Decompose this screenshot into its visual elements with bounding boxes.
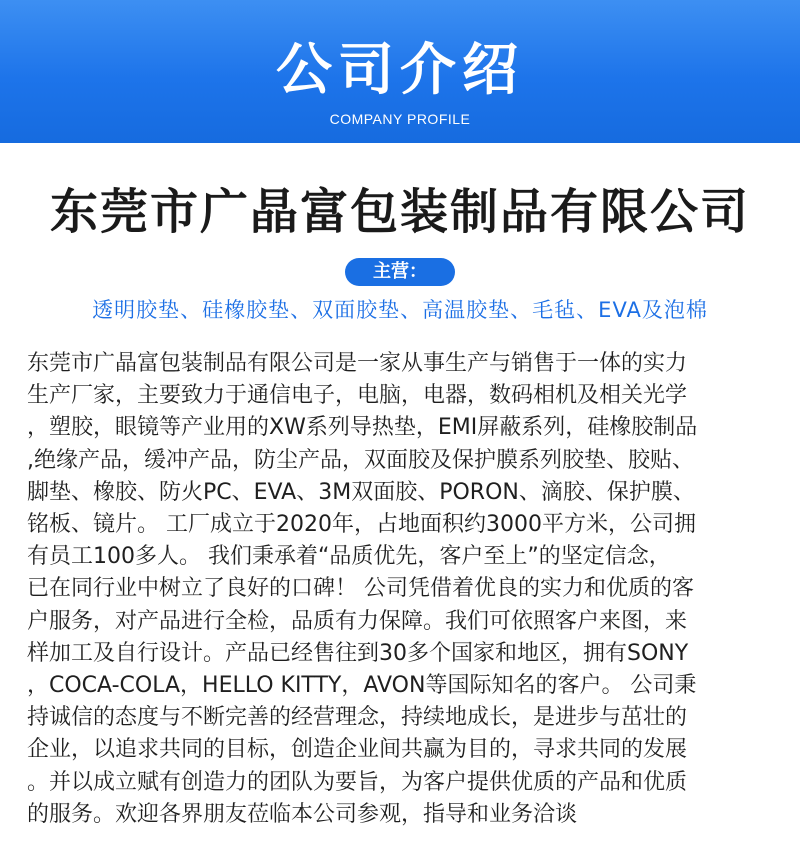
section-subtitle: COMPANY PROFILE bbox=[329, 111, 471, 127]
main-business-badge: 主营： bbox=[345, 258, 455, 286]
company-name: 东莞市广晶富包装制品有限公司 bbox=[49, 184, 750, 240]
header-banner bbox=[0, 0, 800, 143]
products-list: 透明胶垫、硅橡胶垫、双面胶垫、高温胶垫、毛毡、EVA及泡棉 bbox=[92, 298, 708, 322]
section-title: 公司介绍 bbox=[276, 38, 524, 103]
company-description: 东莞市广晶富包装制品有限公司是一家从事生产与销售于一体的实力 生产厂家，主要致力于通信电子，电脑，电器，数码相机及相关光学 ，塑胶，眼镜等产业用的XW系列导热垫，EMI屏蔽系列，硅橡胶制品 ,绝缘产品，缓冲产品，防尘产品，双面胶及保护膜系列胶垫、胶贴、 脚垫、橡胶、防火PC、EVA、3M双面胶、PORON、滴胶、保护膜、 铭板、镜片。 工厂成立于2020年，占地面积约3000平方米，公司拥 有员工100多人。 我们秉承着“品质优先，客户至上”的坚定信念， 已在同行业中树立了良好的口碑！ 公司凭借着优良的实力和优质的客 户服务，对产品进行全检，品质有力保障。我们可依照客户来图，来 样加工及自行设计。产品已经售往到30多个国家和地区，拥有SONY ，COCA-COLA，HELLO KITTY，AVON等国际知名的客户。 公司秉 持诚信的态度与不断完善的经营理念，持续地成长，是进步与茁壮的 企业，以追求共同的目标，创造企业间共赢为目的，寻求共同的发展 。并以成立赋有创造力的团队为要旨，为客户提供优质的产品和优质 的服务。欢迎各界朋友莅临本公司参观，指导和业务洽谈 bbox=[27, 351, 698, 827]
